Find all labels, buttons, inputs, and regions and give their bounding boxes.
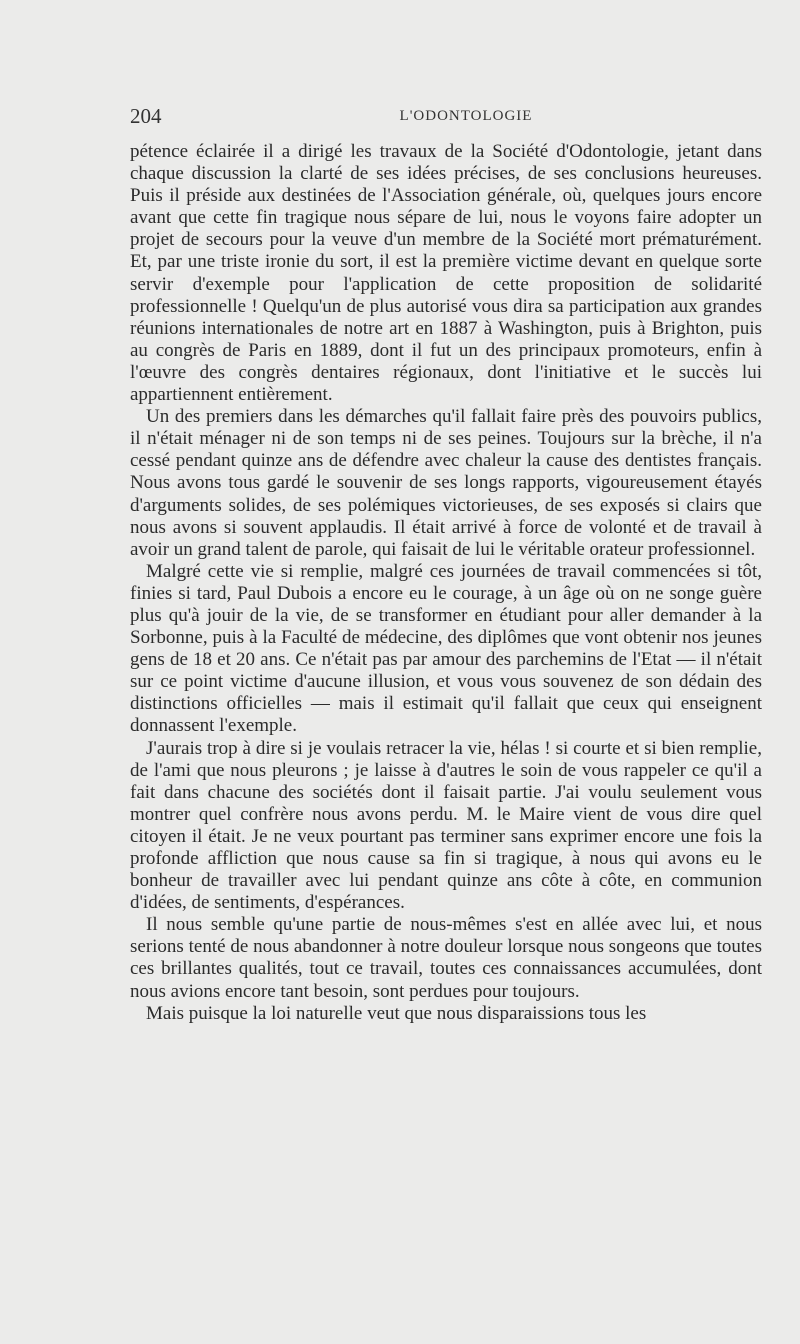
- paragraph-5: Il nous semble qu'une partie de nous-mêmes s'est en allée avec lui, et nous serions tenté de nous abandonner à notre douleur lorsque nous songeons que toutes ces brillantes qualités, tout ce travail, toutes ces connaissances accumulées, dont nous avions encore tant besoin, sont perdues pour toujours.: [130, 914, 762, 1002]
- page-number: 204: [130, 104, 162, 128]
- paragraph-3: Malgré cette vie si remplie, malgré ces journées de travail commencées si tôt, finies si tard, Paul Dubois a encore eu le courage, à un âge où on ne songe guère plus qu'à jouir de la vie, de se transformer en étudiant pour aller demander à la Sorbonne, puis à la Faculté de médecine, des diplômes que vont obtenir nos jeunes gens de 18 et 20 ans. Ce n'était pas par amour des parchemins de l'Etat — il n'était sur ce point victime d'aucune illusion, et vous vous souvenez de son dédain des distinctions officielles — mais il estimait qu'il fallait que ceux qui enseignent donnassent l'exemple.: [130, 560, 762, 737]
- paragraph-6: Mais puisque la loi naturelle veut que nous disparaissions tous les: [146, 1002, 647, 1024]
- running-title: L'ODONTOLOGIE: [399, 108, 533, 124]
- body-text: [130, 141, 762, 1025]
- running-head: [130, 104, 762, 132]
- paragraph-1: pétence éclairée il a dirigé les travaux de la Société d'Odontologie, jetant dans chaque discussion la clarté de ses idées précises, de ses conclusions heureuses. Puis il préside aux destinées de l'Association générale, où, quelques jours encore avant que cette fin tragique nous sépare de lui, nous le voyons faire adopter un projet de secours pour la veuve d'un membre de la Société mort prématurément. Et, par une triste ironie du sort, il est la première victime devant en quelque sorte servir d'exemple pour l'application de cette proposition de solidarité professionnelle ! Quelqu'un de plus autorisé vous dira sa participation aux grandes réunions internationales de notre art en 1887 à Washington, puis à Brighton, puis au congrès de Paris en 1889, dont il fut un des principaux promoteurs, enfin à l'œuvre des congrès dentaires régionaux, dont l'initiative et le succès lui appartiennent entièrement.: [130, 141, 762, 406]
- paragraph-4: J'aurais trop à dire si je voulais retracer la vie, hélas ! si courte et si bien remplie, de l'ami que nous pleurons ; je laisse à d'autres le soin de vous rappeler ce qu'il a fait dans chacune des sociétés dont il faisait partie. J'ai voulu seulement vous montrer quel confrère nous avons perdu. M. le Maire vient de vous dire quel citoyen il était. Je ne veux pourtant pas terminer sans exprimer encore une fois la profonde affliction que nous cause sa fin si tragique, à nous qui avons eu le bonheur de travailler avec lui pendant quinze ans côte à côte, en communion d'idées, de sentiments, d'espérances.: [130, 737, 762, 914]
- paragraph-2: Un des premiers dans les démarches qu'il fallait faire près des pouvoirs publics, il n'était ménager ni de son temps ni de ses peines. Toujours sur la brèche, il n'a cessé pendant quinze ans de défendre avec chaleur la cause des dentistes français. Nous avons tous gardé le souvenir de ses longs rapports, vigoureusement étayés d'arguments solides, de ses polémiques victorieuses, de ses exposés si clairs que nous avons si souvent applaudis. Il était arrivé à force de volonté et de travail à avoir un grand talent de parole, qui faisait de lui le véritable orateur professionnel.: [130, 406, 762, 560]
